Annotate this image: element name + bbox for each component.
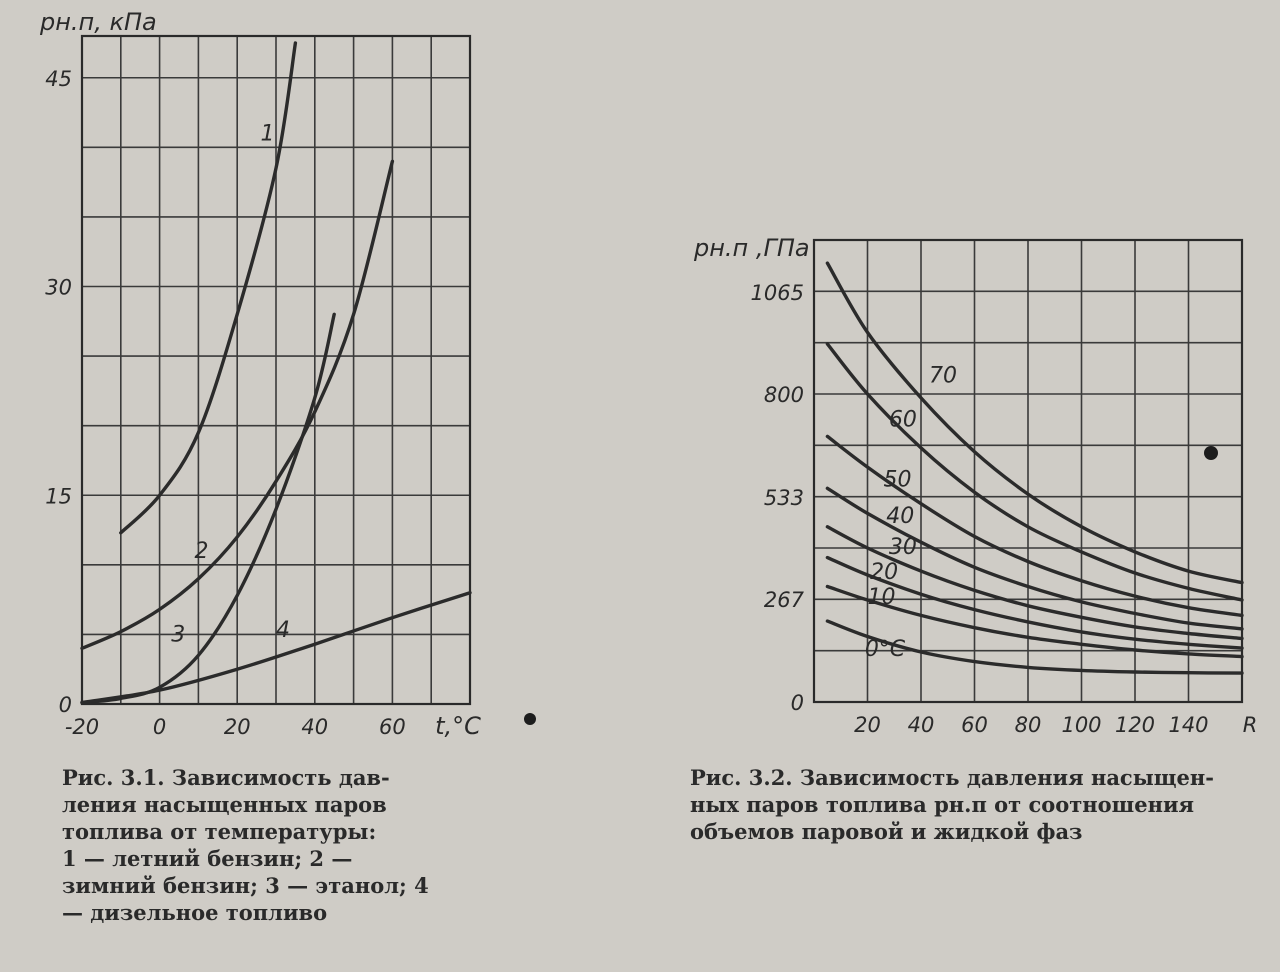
- series-label-2: 2: [194, 538, 209, 564]
- ink-dot: [1204, 446, 1218, 460]
- series-label-3: 3: [171, 622, 186, 648]
- caption-line: Рис. 3.1. Зависимость дав-: [62, 765, 390, 790]
- series-label-30: 30: [888, 534, 917, 560]
- figure-1-caption: [62, 764, 482, 926]
- y-tick-label: 267: [763, 588, 804, 613]
- x-axis-title: t,°C: [435, 712, 481, 740]
- series-label-0C: 0°C: [864, 636, 906, 662]
- x-tick-label: R: [1242, 713, 1258, 737]
- caption-line: 1 — летний бензин; 2 —: [62, 846, 353, 871]
- caption-line: зимний бензин; 3 — этанол; 4: [62, 873, 429, 898]
- caption-line: — дизельное топливо: [62, 900, 328, 925]
- y-tick-label: 533: [763, 485, 804, 510]
- series-label-10: 10: [867, 584, 896, 610]
- x-tick-label: 20: [854, 713, 881, 737]
- x-tick-label: -20: [64, 715, 100, 739]
- y-tick-label: 45: [45, 66, 72, 91]
- series-label-20: 20: [870, 559, 899, 585]
- x-tick-label: 60: [961, 713, 988, 737]
- caption-line: ления насыщенных паров: [62, 792, 387, 817]
- y-axis-title: pн.п, кПа: [40, 8, 157, 36]
- y-tick-label: 15: [45, 484, 72, 509]
- y-tick-label: 0: [58, 693, 72, 717]
- figure-2-caption: [690, 764, 1280, 845]
- ink-dot: [524, 713, 536, 725]
- series-label-70: 70: [929, 363, 958, 389]
- y-tick-label: 30: [45, 275, 72, 300]
- y-tick-label: 0: [790, 691, 804, 715]
- x-tick-label: 120: [1114, 713, 1156, 737]
- x-tick-label: 20: [223, 715, 251, 739]
- y-tick-label: 800: [763, 383, 804, 407]
- caption-line: топлива от температуры:: [62, 819, 377, 844]
- x-tick-label: 60: [379, 715, 406, 739]
- x-tick-label: 140: [1168, 713, 1209, 737]
- caption-line: Рис. 3.2. Зависимость давления насыщен-: [690, 765, 1214, 790]
- caption-line: ных паров топлива pн.п от соотношения: [690, 792, 1195, 817]
- x-tick-label: 80: [1014, 713, 1042, 737]
- x-tick-label: 40: [907, 713, 935, 737]
- caption-line: объемов паровой и жидкой фаз: [690, 819, 1083, 844]
- series-label-1: 1: [260, 121, 275, 147]
- y-tick-label: 1065: [750, 280, 804, 305]
- series-label-40: 40: [886, 503, 915, 529]
- y-axis-title: pн.п ,ГПа: [694, 234, 810, 262]
- x-tick-label: 0: [152, 715, 167, 739]
- x-tick-label: 40: [301, 715, 329, 739]
- series-label-60: 60: [888, 407, 917, 433]
- x-tick-label: 100: [1061, 713, 1102, 737]
- series-label-50: 50: [883, 467, 912, 493]
- series-label-4: 4: [276, 618, 290, 644]
